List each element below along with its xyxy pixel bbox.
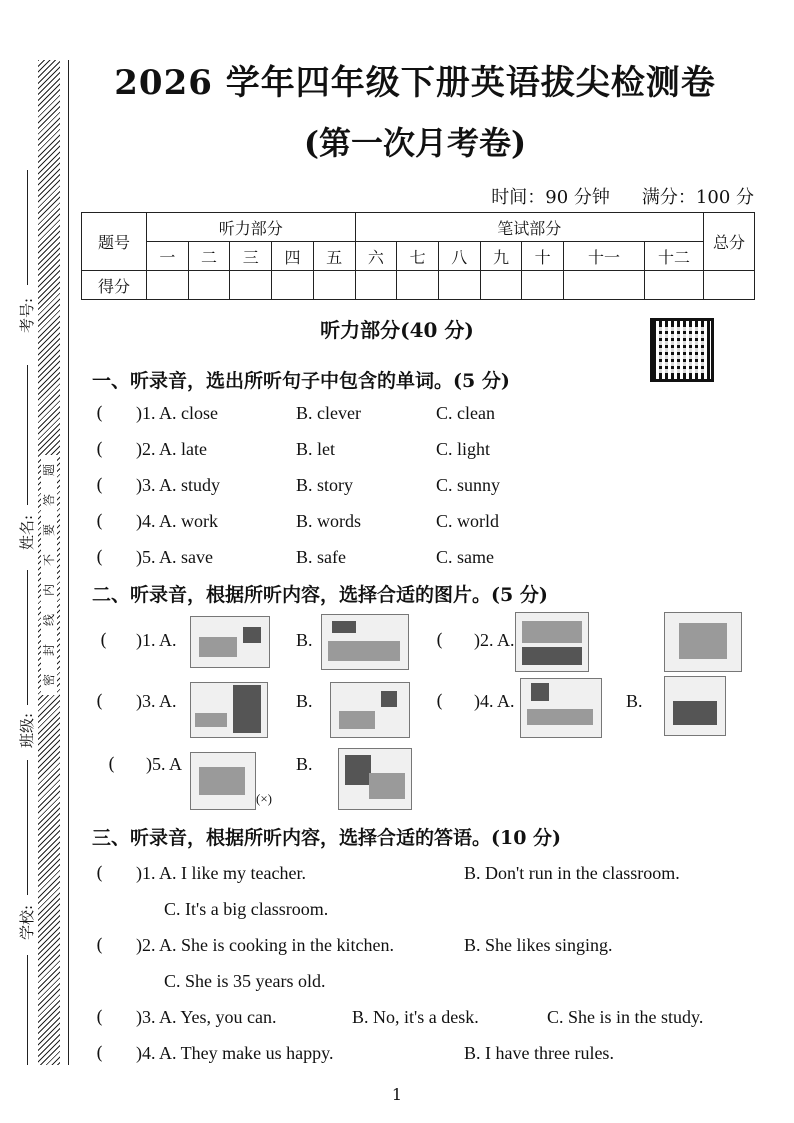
- answer-paren: (: [96, 935, 104, 956]
- row-label-score: 得分: [82, 271, 147, 300]
- score-table: [81, 212, 755, 300]
- score-cell[interactable]: [272, 271, 314, 300]
- answer-paren: (: [108, 754, 116, 775]
- s2-q1-b: B.: [296, 630, 313, 650]
- col-number: 五: [313, 242, 355, 271]
- s2-q5-a: )5. A: [146, 754, 182, 774]
- s1-q1-c: C. clean: [436, 403, 495, 423]
- qr-code-icon[interactable]: [650, 318, 714, 382]
- exam-no-label: 考号:: [18, 297, 37, 334]
- score-info: 满分：100 分: [641, 187, 754, 208]
- exam-info: [459, 183, 754, 209]
- s3-q4-a: )4. A. They make us happy.: [136, 1043, 334, 1063]
- s1-q5-a: )5. A. save: [136, 547, 213, 567]
- running-kids-picture: [190, 752, 256, 810]
- answer-paren: (: [96, 1007, 104, 1028]
- classroom-students-picture: [515, 612, 589, 672]
- school-line: [27, 760, 28, 895]
- col-number: 十一: [564, 242, 645, 271]
- total-header: 总分: [704, 213, 755, 271]
- page-subtitle: (第一次月考卷): [303, 124, 527, 162]
- room-window-picture: [664, 676, 726, 736]
- answer-paren: (: [100, 630, 108, 651]
- score-cell[interactable]: [397, 271, 439, 300]
- score-cell[interactable]: [564, 271, 645, 300]
- col-number: 三: [230, 242, 272, 271]
- name-line: [27, 365, 28, 505]
- exam-no-line: [27, 170, 28, 285]
- name-label: 姓名:: [18, 514, 37, 551]
- s1-q2-b: B. let: [296, 439, 335, 459]
- answer-paren: (: [436, 630, 444, 651]
- s1-q1-b: B. clever: [296, 403, 361, 423]
- school-label: 学校:: [18, 904, 37, 941]
- empty-classroom-picture: [520, 678, 602, 738]
- bottom-line: [27, 955, 28, 1065]
- time-info: 时间：90 分钟: [491, 187, 610, 208]
- s1-q2-c: C. light: [436, 439, 491, 459]
- s1-q3-b: B. story: [296, 475, 354, 495]
- answer-paren: (: [96, 863, 104, 884]
- s1-q5-c: C. same: [436, 547, 494, 567]
- s3-q3-a: )3. A. Yes, you can.: [136, 1007, 277, 1027]
- class-label: 班级:: [18, 712, 37, 749]
- score-cell[interactable]: [230, 271, 272, 300]
- score-cell[interactable]: [438, 271, 480, 300]
- class-line: [27, 570, 28, 705]
- answer-paren: (: [96, 1043, 104, 1064]
- seal-line: [68, 60, 69, 1065]
- col-number: 四: [272, 242, 314, 271]
- col-number: 七: [397, 242, 439, 271]
- score-cell[interactable]: [313, 271, 355, 300]
- washing-hands-picture: [664, 612, 742, 672]
- col-number: 九: [480, 242, 522, 271]
- score-cell[interactable]: [188, 271, 230, 300]
- col-number: 八: [438, 242, 480, 271]
- s3-q2-b: B. She likes singing.: [464, 935, 613, 955]
- cross-mark: (×): [256, 791, 272, 806]
- s2-q2-a: )2. A.: [474, 630, 515, 650]
- seal-text: 题 答 要 不 内 线 封 密: [41, 455, 57, 695]
- living-room-picture: [190, 616, 270, 668]
- section-2-title: 二、听录音，根据所听内容，选择合适的图片。(5 分): [92, 584, 548, 606]
- score-cell[interactable]: [480, 271, 522, 300]
- col-number: 一: [147, 242, 189, 271]
- study-room-picture: [190, 682, 268, 738]
- s2-q4-b: B.: [626, 691, 643, 711]
- s3-q3-c: C. She is in the study.: [547, 1007, 704, 1027]
- score-cell[interactable]: [355, 271, 397, 300]
- s1-q2-a: )2. A. late: [136, 439, 207, 459]
- s1-q4-a: )4. A. work: [136, 511, 218, 531]
- s1-q4-c: C. world: [436, 511, 499, 531]
- s1-q3-a: )3. A. study: [136, 475, 221, 495]
- answer-paren: (: [96, 403, 104, 424]
- s1-q5-b: B. safe: [296, 547, 346, 567]
- section-3-title: 三、听录音，根据所听内容，选择合适的答语。(10 分): [92, 827, 562, 849]
- s3-q4-b: B. I have three rules.: [464, 1043, 614, 1063]
- s3-q2-c: C. She is 35 years old.: [164, 971, 326, 991]
- s1-q4-b: B. words: [296, 511, 362, 531]
- answer-paren: (: [96, 691, 104, 712]
- s2-q1-a: )1. A.: [136, 630, 177, 650]
- answer-paren: (: [96, 547, 104, 568]
- col-number: 二: [188, 242, 230, 271]
- row-label-questions: 题号: [82, 213, 147, 271]
- page-number: 1: [391, 1085, 403, 1104]
- kitchen-picture: [321, 614, 409, 670]
- reading-kids-picture: [338, 748, 412, 810]
- s1-q1-a: )1. A. close: [136, 403, 218, 423]
- s3-q1-a: )1. A. I like my teacher.: [136, 863, 306, 883]
- page-title: 2026 学年四年级下册英语拔尖检测卷: [114, 63, 716, 103]
- s2-q5-b: B.: [296, 754, 313, 774]
- score-cell[interactable]: [645, 271, 704, 300]
- writing-header: 笔试部分: [355, 213, 703, 242]
- s3-q1-c: C. It's a big classroom.: [164, 899, 329, 919]
- score-cell[interactable]: [704, 271, 755, 300]
- s2-q4-a: )4. A.: [474, 691, 515, 711]
- col-number: 十: [522, 242, 564, 271]
- s3-q2-a: )2. A. She is cooking in the kitchen.: [136, 935, 394, 955]
- col-number: 十二: [645, 242, 704, 271]
- s3-q1-b: B. Don't run in the classroom.: [464, 863, 680, 883]
- score-cell[interactable]: [522, 271, 564, 300]
- score-cell[interactable]: [147, 271, 189, 300]
- s2-q3-a: )3. A.: [136, 691, 177, 711]
- answer-paren: (: [96, 475, 104, 496]
- col-number: 六: [355, 242, 397, 271]
- answer-paren: (: [96, 439, 104, 460]
- answer-paren: (: [436, 691, 444, 712]
- listening-header: 听力部分: [147, 213, 356, 242]
- answer-paren: (: [96, 511, 104, 532]
- s1-q3-c: C. sunny: [436, 475, 501, 495]
- listening-title: 听力部分(40 分): [320, 318, 474, 342]
- section-1-title: 一、听录音，选出所听句子中包含的单词。(5 分): [92, 370, 510, 392]
- s3-q3-b: B. No, it's a desk.: [352, 1007, 479, 1027]
- s2-q3-b: B.: [296, 691, 313, 711]
- bathroom-picture: [330, 682, 410, 738]
